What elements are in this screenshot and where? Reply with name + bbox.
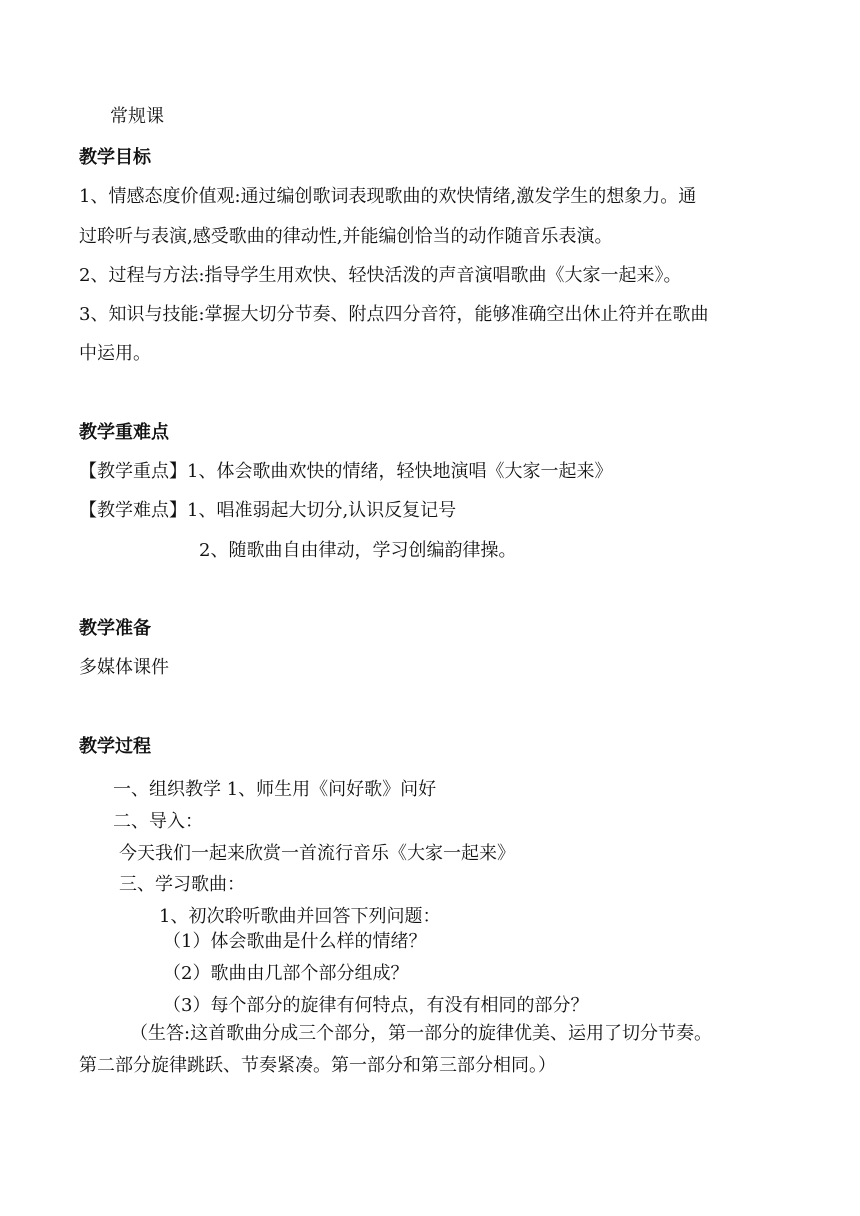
student-answer-line-2: 第二部分旋律跳跃、节奏紧凑。第一部分和第三部分相同。） bbox=[79, 1055, 556, 1076]
lesson-type: 常规课 bbox=[110, 106, 164, 127]
process-heading: 教学过程 bbox=[79, 736, 151, 757]
question-3: （3）每个部分的旋律有何特点，有没有相同的部分？ bbox=[163, 995, 589, 1016]
process-step-3: 三、学习歌曲： bbox=[119, 874, 245, 895]
preparation-content: 多媒体课件 bbox=[79, 657, 169, 678]
process-step-1: 一、组织教学 1、师生用《问好歌》问好 bbox=[113, 779, 437, 800]
goal-2: 2、过程与方法:指导学生用欢快、轻快活泼的声音演唱歌曲《大家一起来》。 bbox=[79, 265, 682, 286]
goals-heading: 教学目标 bbox=[79, 147, 151, 168]
teaching-difficulty: 【教学难点】1、唱准弱起大切分,认识反复记号 bbox=[79, 500, 457, 521]
question-1: （1）体会歌曲是什么样的情绪？ bbox=[163, 931, 427, 952]
teaching-focus: 【教学重点】1、体会歌曲欢快的情绪，轻快地演唱《大家一起来》 bbox=[79, 461, 613, 482]
preparation-heading: 教学准备 bbox=[79, 618, 151, 639]
process-step-2: 二、导入： bbox=[113, 811, 203, 832]
goal-1-line-2: 过聆听与表演,感受歌曲的律动性,并能编创恰当的动作随音乐表演。 bbox=[79, 226, 613, 247]
process-step-2-text: 今天我们一起来欣赏一首流行音乐《大家一起来》 bbox=[119, 843, 515, 864]
listen-instruction: 1、初次聆听歌曲并回答下列问题： bbox=[159, 906, 441, 927]
goal-3-line-1: 3、知识与技能:掌握大切分节奏、附点四分音符，能够准确空出休止符并在歌曲 bbox=[79, 304, 709, 325]
question-2: （2）歌曲由几部个部分组成？ bbox=[163, 963, 409, 984]
teaching-difficulty-2: 2、随歌曲自由律动，学习创编韵律操。 bbox=[199, 540, 517, 561]
key-points-heading: 教学重难点 bbox=[79, 422, 169, 443]
goal-1-line-1: 1、情感态度价值观:通过编创歌词表现歌曲的欢快情绪,激发学生的想象力。通 bbox=[79, 186, 697, 207]
student-answer-line-1: （生答:这首歌曲分成三个部分，第一部分的旋律优美、运用了切分节奏。 bbox=[130, 1023, 713, 1044]
goal-3-line-2: 中运用。 bbox=[79, 343, 151, 364]
